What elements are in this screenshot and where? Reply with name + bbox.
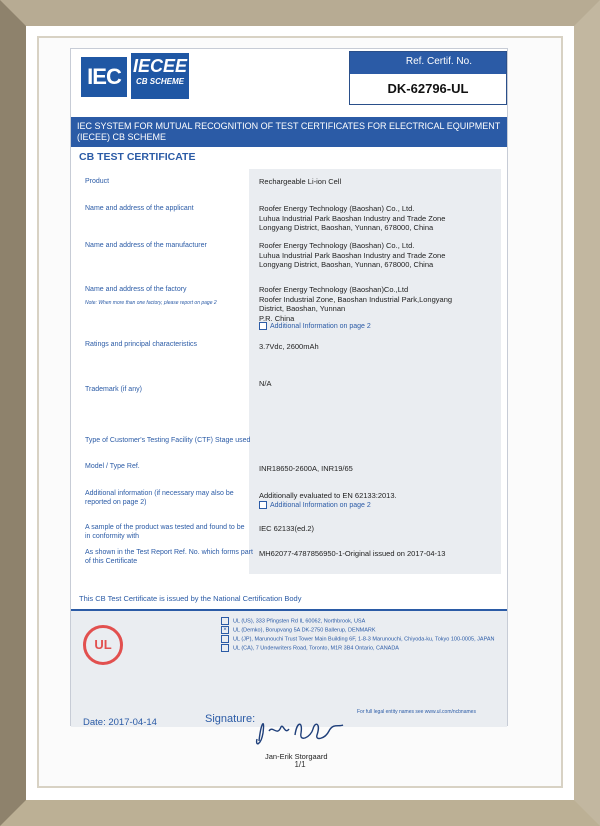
- ul-office-list: [221, 617, 501, 653]
- manufacturer-line: Longyang District, Baoshan, Yunnan, 678000, China: [259, 260, 434, 269]
- ul-office-item[interactable]: [221, 626, 501, 635]
- ref-label: Ref. Certif. No.: [350, 52, 506, 74]
- sample-label: A sample of the product was tested and found to be in conformity with: [85, 524, 245, 540]
- signature-label: Signature:: [205, 713, 256, 725]
- applicant-value: [259, 204, 497, 233]
- ratings-value: 3.7Vdc, 2600mAh: [259, 342, 319, 351]
- issued-by-statement: This CB Test Certificate is issued by the National Certification Body: [79, 594, 302, 603]
- scheme-banner: IEC SYSTEM FOR MUTUAL RECOGNITION OF TEST CERTIFICATES FOR ELECTRICAL EQUIPMENT (IECEE) CB SCHEME: [71, 117, 507, 147]
- applicant-label: Name and address of the applicant: [85, 205, 194, 212]
- page-number: 1/1: [294, 760, 306, 769]
- legal-entity-note: For full legal entity names see www.ul.com/ncbnames: [357, 709, 476, 715]
- factory-line: District, Baoshan, Yunnan: [259, 304, 346, 313]
- manufacturer-line: Luhua Industrial Park Baoshan Industry and Trade Zone: [259, 250, 446, 260]
- iec-logo: IEC: [81, 57, 127, 97]
- ul-office-text: UL (Demko), Borupvang 5A DK-2750 Ballerup, DENMARK: [233, 627, 376, 634]
- trademark-label: Trademark (if any): [85, 386, 142, 393]
- ratings-label: Ratings and principal characteristics: [85, 341, 198, 348]
- report-label: As shown in the Test Report Ref. No. which forms part of this Certificate: [85, 549, 253, 565]
- applicant-line: Luhua Industrial Park Baoshan Industry and Trade Zone: [259, 213, 446, 223]
- certificate-footer: [71, 609, 507, 761]
- checkbox-icon[interactable]: [221, 617, 229, 625]
- additional-information-value: Additionally evaluated to EN 62133:2013.: [259, 491, 397, 500]
- factory-line: Roofer Energy Technology (Baoshan)Co.,Ltd: [259, 285, 409, 294]
- manufacturer-value: [259, 241, 497, 270]
- ul-office-text: UL (JP), Marunouchi Trust Tower Main Building 6F, 1-8-3 Marunouchi, Chiyoda-ku, Tokyo 100-0005, JAPAN: [233, 636, 495, 643]
- ul-office-item[interactable]: [221, 617, 501, 626]
- ul-office-item[interactable]: [221, 644, 501, 653]
- product-value: Rechargeable Li-ion Cell: [259, 177, 342, 186]
- factory-label: Name and address of the factory: [85, 286, 187, 293]
- factory-additional-text: Additional Information on page 2: [270, 322, 371, 330]
- sample-value: IEC 62133(ed.2): [259, 524, 315, 533]
- ul-logo-icon: UL: [83, 625, 123, 665]
- additional-information-link[interactable]: [259, 501, 371, 509]
- model-value: INR18650-2600A, INR19/65: [259, 464, 353, 473]
- checkbox-icon[interactable]: [259, 501, 267, 509]
- trademark-value: N/A: [259, 379, 272, 388]
- additional-information-text: Additional Information on page 2: [270, 501, 371, 509]
- checkbox-icon[interactable]: [221, 635, 229, 643]
- cb-scheme-logo-text: CB SCHEME: [135, 77, 184, 86]
- certificate-header: [71, 49, 507, 113]
- ul-office-text: UL (US), 333 Pfingsten Rd IL 60062, Northbrook, USA: [233, 618, 366, 625]
- checkbox-icon[interactable]: ×: [221, 626, 229, 634]
- manufacturer-label: Name and address of the manufacturer: [85, 242, 207, 249]
- checkbox-icon[interactable]: [221, 644, 229, 652]
- certificate-document: [70, 48, 508, 761]
- factory-value: [259, 285, 497, 323]
- ref-number: DK-62796-UL: [387, 81, 469, 96]
- applicant-line: Longyang District, Baoshan, Yunnan, 678000, China: [259, 223, 434, 232]
- applicant-line: Roofer Energy Technology (Baoshan) Co., Ltd.: [259, 204, 415, 213]
- iecee-cb-logo: [131, 53, 189, 99]
- ctf-label: Type of Customer's Testing Facility (CTF) Stage used: [85, 437, 251, 444]
- factory-line: P.R. China: [259, 313, 295, 323]
- model-label: Model / Type Ref.: [85, 463, 140, 470]
- certificate-title: CB TEST CERTIFICATE: [79, 151, 196, 163]
- additional-information-label: Additional information (if necessary may also be reported on page 2): [85, 490, 234, 506]
- checkbox-icon[interactable]: [259, 322, 267, 330]
- ul-office-text: UL (CA), 7 Underwriters Road, Toronto, M1R 3B4 Ontario, CANADA: [233, 645, 399, 652]
- iecee-logo-text: IECEE: [132, 56, 188, 76]
- product-label: Product: [85, 178, 110, 185]
- ul-office-item[interactable]: [221, 635, 501, 644]
- handwritten-signature: [251, 711, 351, 751]
- factory-note: Note: When more than one factory, please report on page 2: [85, 300, 217, 306]
- factory-line: Roofer Industrial Zone, Baoshan Industrial Park,Longyang: [259, 294, 453, 304]
- signer-name: Jan-Erik Storgaard: [265, 752, 328, 761]
- report-value: MH62077-4787856950-1-Original issued on 2017-04-13: [259, 549, 446, 558]
- manufacturer-line: Roofer Energy Technology (Baoshan) Co., Ltd.: [259, 241, 415, 250]
- ref-certificate-box: [349, 51, 507, 105]
- factory-additional-info[interactable]: [259, 322, 371, 330]
- issue-date: Date: 2017-04-14: [83, 717, 157, 728]
